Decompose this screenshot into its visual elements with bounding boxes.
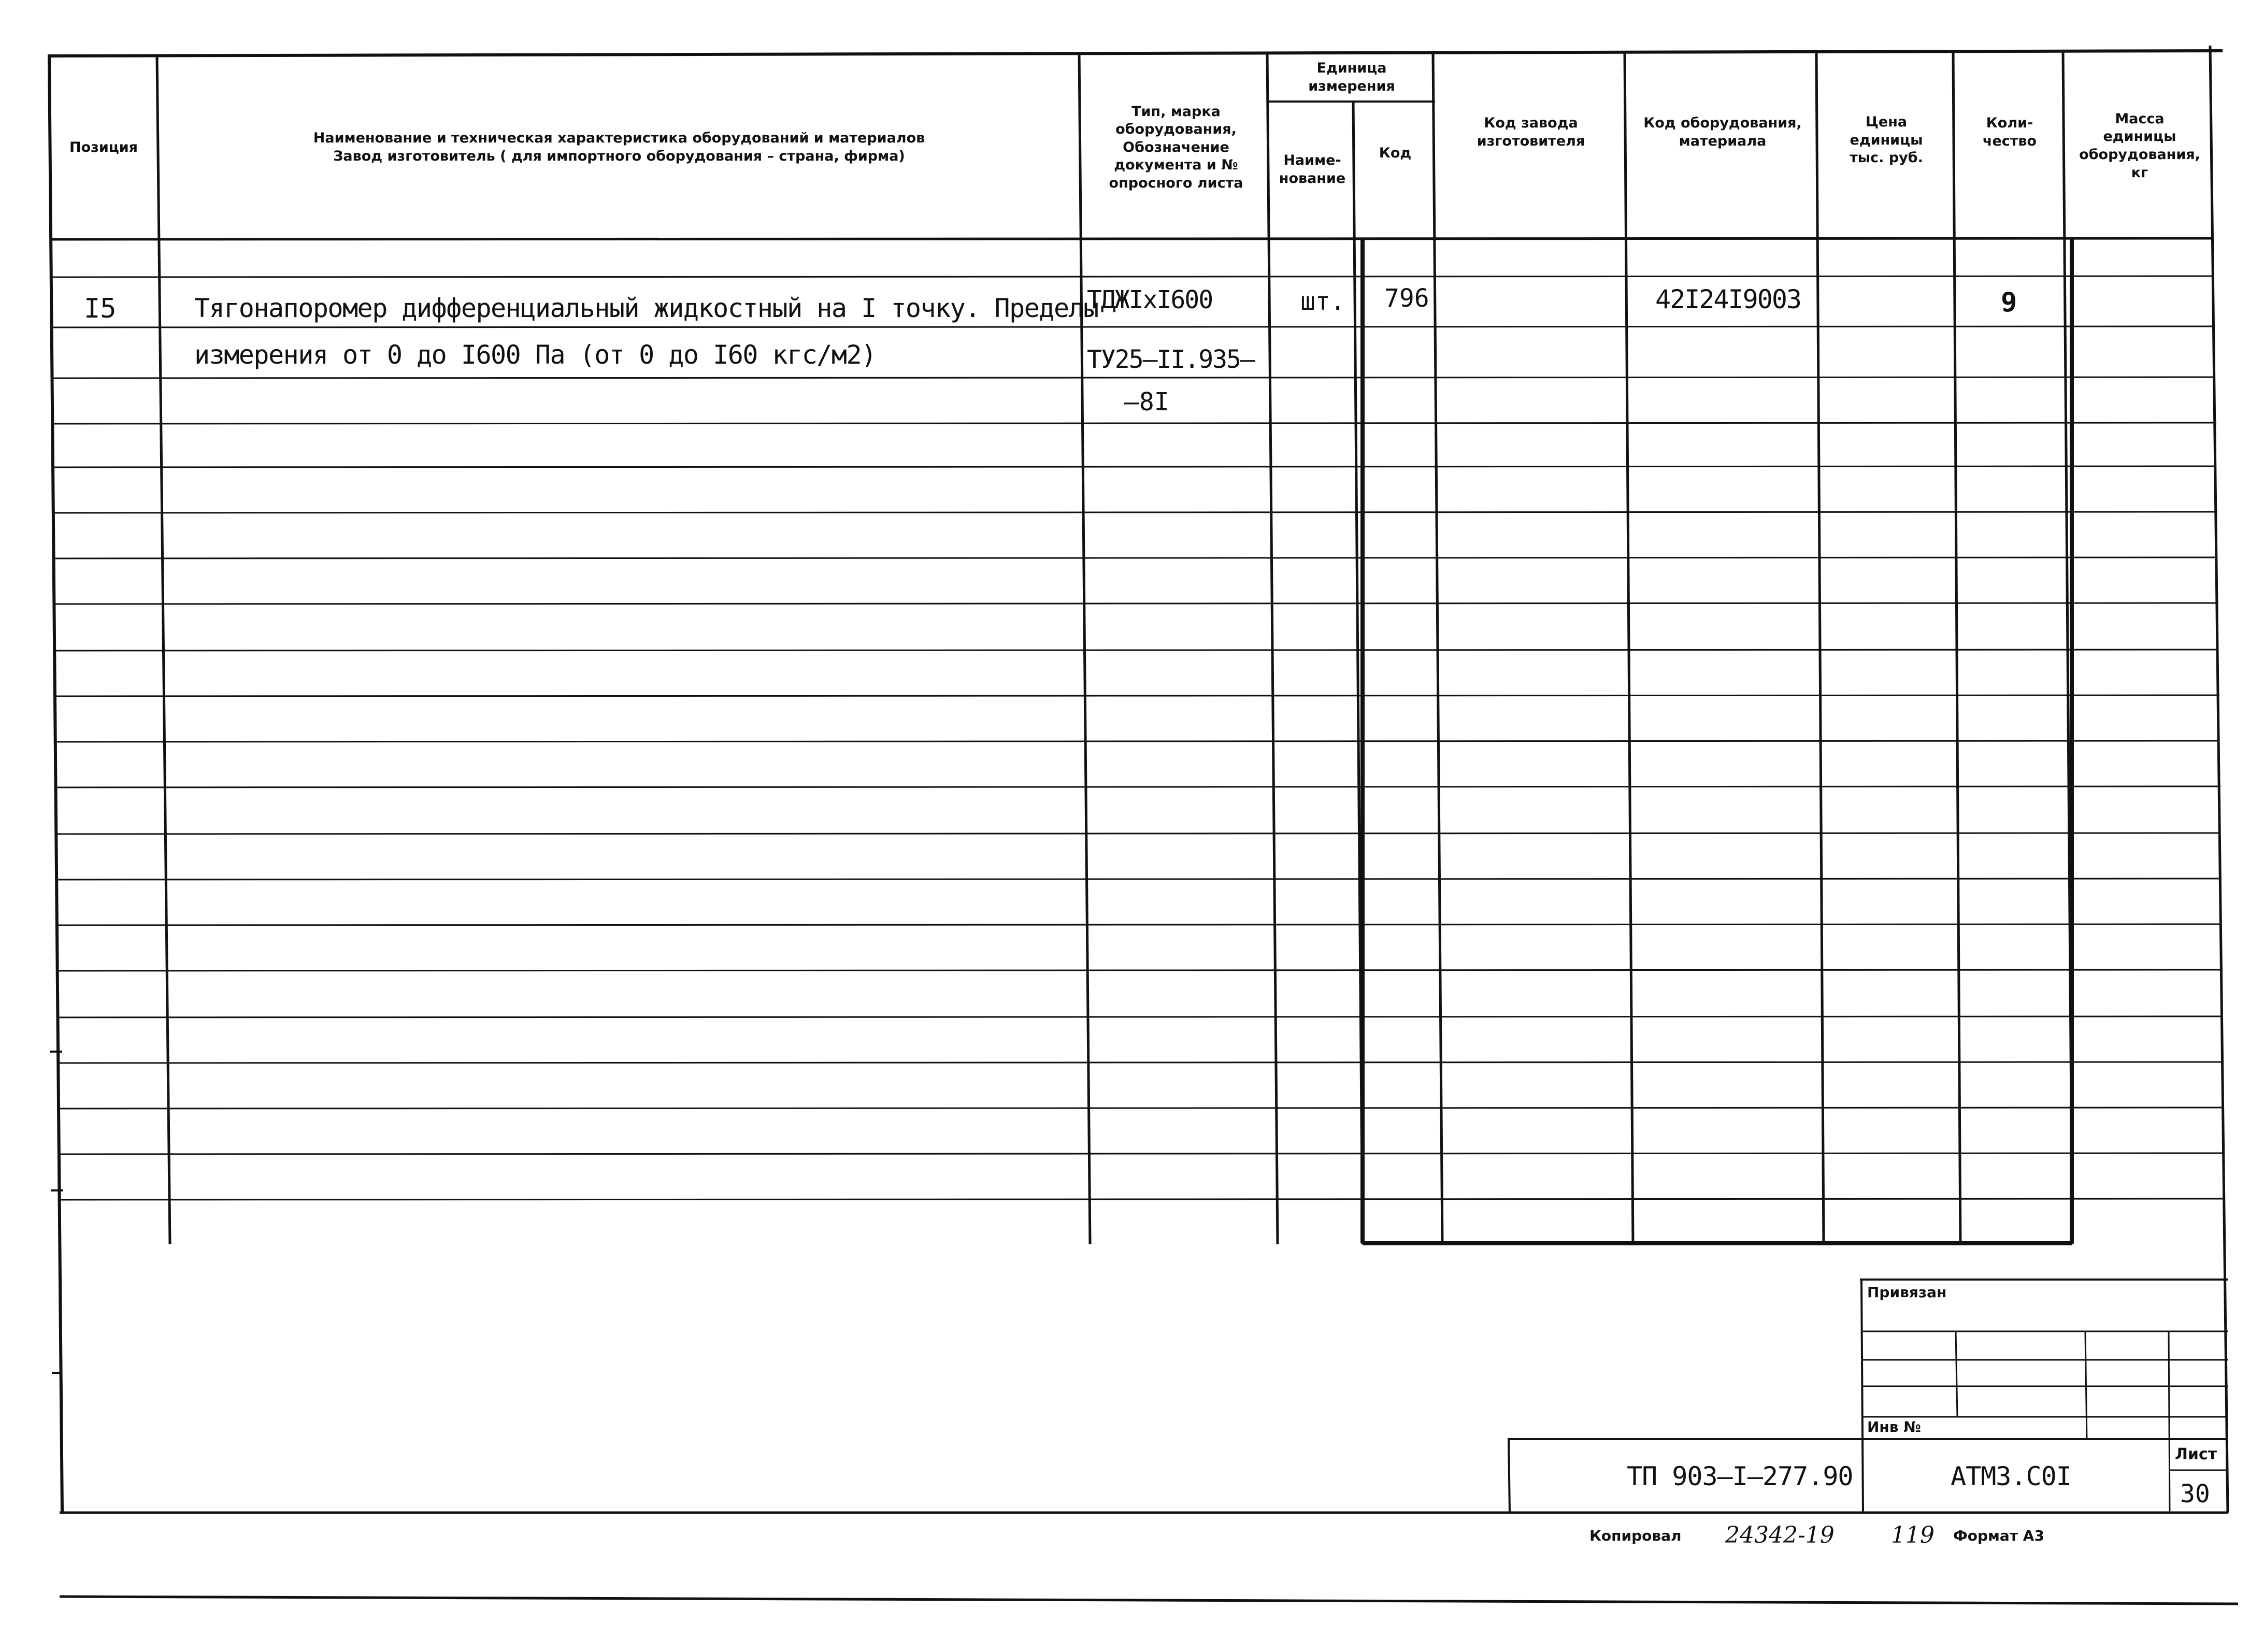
row-name-line2: измерения от 0 до I600 Па (от 0 до I60 кгс/м2) [194,340,876,370]
document-mark: АТМ3.С0I [1951,1461,2071,1491]
row-equipment-code: 42I24I9003 [1655,284,1801,314]
header-unit: Единица измерения [1308,60,1395,94]
header-equipment-code: Код оборудования, материала [1643,115,1802,149]
document-code: ТП 903–I–277.90 [1627,1461,1853,1491]
sheet-label: Лист [2175,1445,2217,1463]
header-factory-code: Код завода изготовителя [1477,115,1585,149]
row-type-line1: ТДЖIхI600 [1087,285,1213,314]
inv-label: Инв № [1867,1418,1921,1435]
row-quantity: 9 [2001,287,2017,318]
sheet-number: 30 [2180,1479,2210,1509]
row-position: I5 [84,293,117,324]
header-unit-name: Наиме- нование [1279,152,1346,186]
row-unit-name: шт. [1300,287,1345,316]
header-position: Позиция [69,139,138,155]
row-unit-code: 796 [1384,284,1429,313]
header-quantity: Коли- чество [1982,115,2037,149]
copy-extra: 119 [1891,1522,1935,1548]
row-name-line1: Тягонапоромер дифференциальный жидкостный на I точку. Пределы [194,293,1098,323]
header-mass: Масса единицы оборудования, кг [2079,110,2200,181]
header-name: Наименование и техническая характеристика оборудований и материалов Завод изготовитель ( для импортного оборудования – страна, фирма) [313,130,925,164]
row-type-line3: –8I [1124,387,1169,416]
header-type: Тип, марка оборудования, Обозначение документа и № опросного листа [1109,103,1243,191]
header-price: Цена единицы тыс. руб. [1850,114,1923,166]
copy-number: 24342-19 [1725,1522,1835,1548]
copied-label: Копировал [1589,1527,1682,1544]
header-unit-code: Код [1379,145,1412,161]
format-label: Формат А3 [1953,1527,2044,1544]
row-type-line2: ТУ25–II.935– [1087,345,1254,374]
bound-label: Привязан [1867,1284,1947,1301]
